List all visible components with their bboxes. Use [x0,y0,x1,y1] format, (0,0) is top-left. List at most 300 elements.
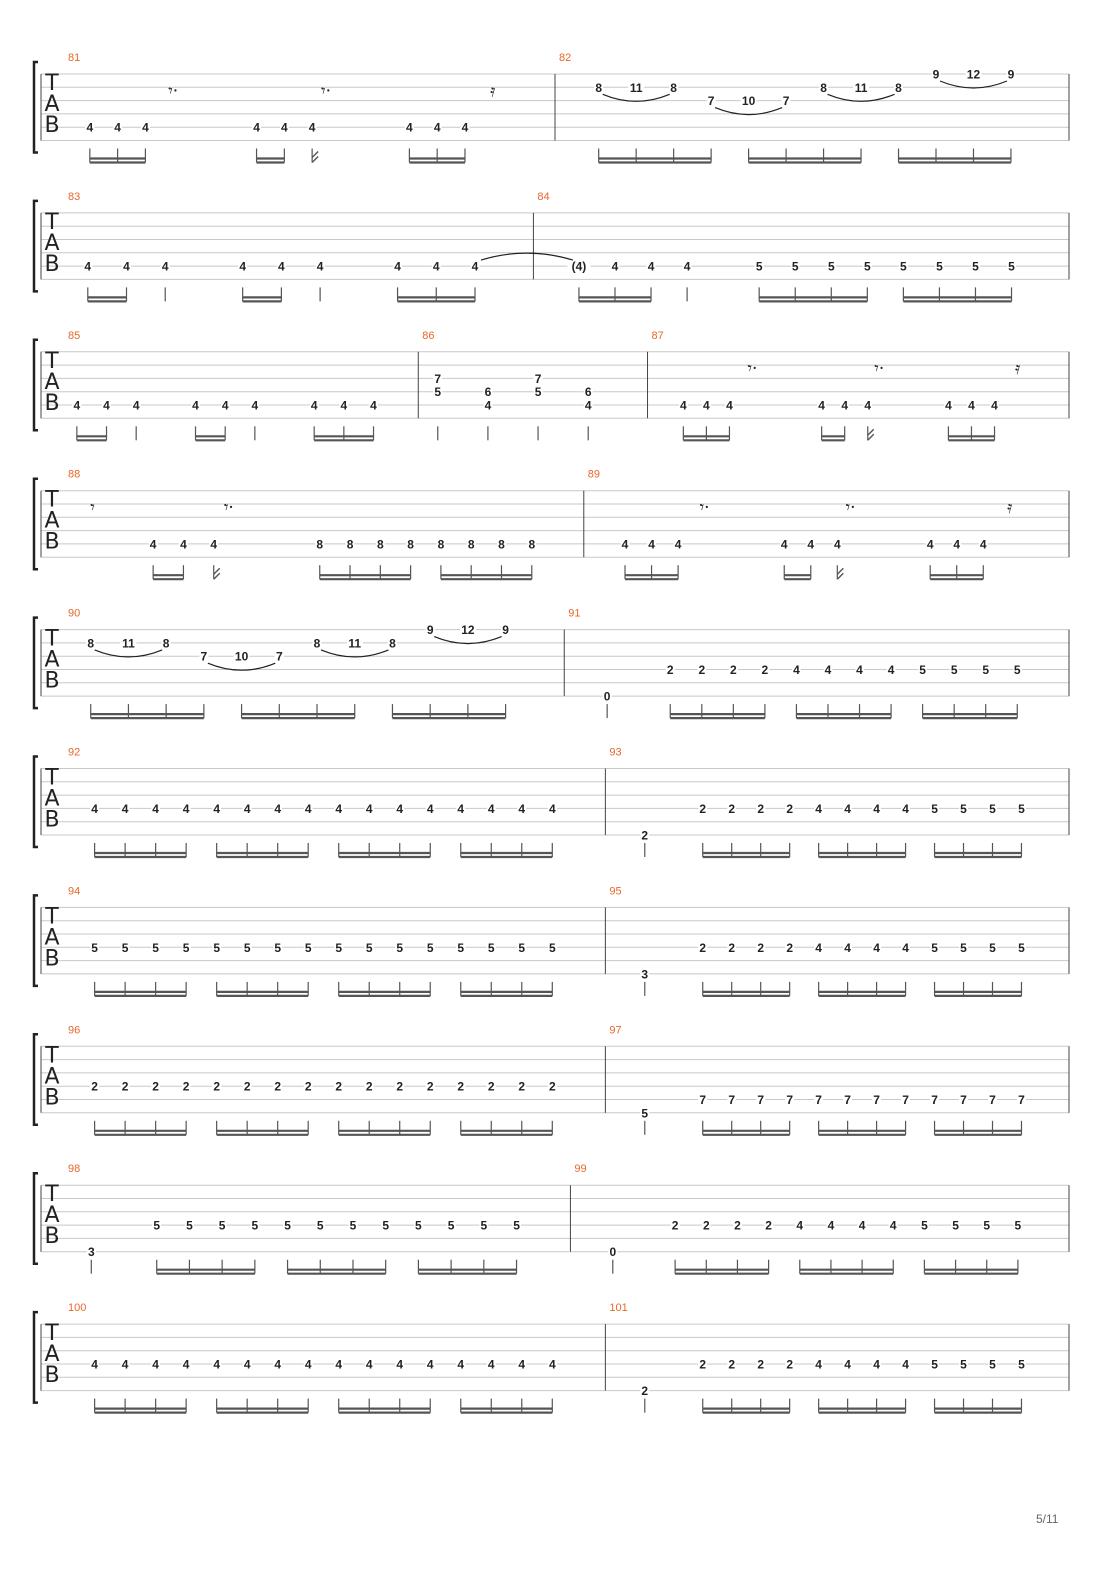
fret-number: 4 [192,398,199,413]
fret-number: 5 [952,1218,959,1233]
fret-number: 2 [396,1079,404,1094]
fret-number: 2 [699,940,707,955]
fret-number: 5 [1013,663,1021,677]
fret-number: 4 [889,1218,897,1233]
fret-number: 5 [982,663,990,677]
fret-number: 4 [902,1357,909,1372]
tab-clef-letter: A [44,1064,60,1090]
measure-number: 88 [68,468,81,481]
fret-number: 5 [284,1218,291,1233]
fret-number: 7 [960,1093,967,1107]
fret-number: 8 [498,537,505,552]
fret-number: 8 [670,80,677,95]
fret-number: 4 [815,801,822,816]
fret-number: 5 [863,259,871,274]
fret-number: 5 [513,1218,520,1233]
fret-number: 5 [274,940,282,955]
fret-number: 9 [932,67,940,82]
fret-number: 4 [793,663,800,677]
fret-number: 4 [680,398,687,413]
measure [68,330,418,441]
fret-number: 4 [818,398,825,413]
fret-number: 4 [310,398,318,413]
fret-number: 5 [921,1218,928,1233]
fret-number: 4 [858,1218,866,1233]
fret-number: 4 [213,1357,221,1372]
fret-number: 4 [833,537,841,552]
fret-number: 8 [389,636,396,651]
system [34,885,1069,996]
measure-number: 86 [422,329,435,342]
rest: 𝄾· [223,498,234,518]
fret-number: 5 [1014,1218,1022,1233]
fret-number: 4 [426,801,434,816]
fret-number: 2 [757,1357,765,1372]
measure [68,1163,570,1274]
fret-number: 4 [394,259,401,274]
system-bracket [34,757,38,848]
rest: 𝄿 [1007,498,1013,518]
measure-number: 92 [68,746,81,759]
tab-clef-letter: A [44,508,60,534]
system [34,1163,1069,1274]
fret-number: 2 [274,1079,282,1094]
fret-number: 2 [243,1079,251,1094]
fret-number: 7 [1018,1093,1025,1107]
fret-number: 4 [584,398,592,413]
fret-number: 5 [641,1106,649,1121]
measure [68,52,555,163]
fret-number: 2 [728,1357,736,1372]
tab-clef-letter: A [44,1342,60,1368]
tab-clef-letter: B [44,668,60,694]
measure-number: 91 [568,607,581,620]
fret-number: 4 [979,537,987,552]
fret-number: 8 [162,636,170,651]
measure [609,1302,1069,1413]
fret-number: 2 [757,940,765,955]
fret-number: 4 [308,120,316,135]
fret-number: 2 [548,1079,556,1094]
fret-number: 5 [251,1218,259,1233]
fret-number: 4 [73,398,81,413]
fret-number: 4 [114,120,121,135]
fret-number: 4 [953,537,961,552]
fret-number: 4 [484,398,492,413]
fret-number: 7 [534,371,542,386]
fret-number: 4 [274,801,282,816]
fret-number: 5 [396,940,404,955]
tie [481,253,573,260]
rest: 𝄾· [874,359,885,380]
fret-number: 7 [873,1093,880,1107]
fret-number: 0 [603,689,611,704]
measure [588,469,1069,580]
tab-clef-letter: A [44,925,60,951]
fret-number: 2 [426,1079,434,1094]
fret-number: 2 [728,940,736,955]
measure [68,469,584,580]
measure-number: 90 [68,607,81,620]
fret-number: 10 [741,94,756,109]
measure [68,608,564,719]
tab-clef-letter: A [44,647,60,673]
fret-number: 8 [313,636,321,651]
measure-number: 89 [587,468,601,481]
fret-number: 5 [1018,1357,1025,1372]
tab-clef-letter: B [44,529,60,555]
fret-number: 4 [968,398,975,413]
tab-clef-letter: B [44,946,60,972]
rest: 𝄾 [90,498,95,518]
fret-number: 4 [152,1357,159,1372]
fret-number: 0 [609,1245,617,1260]
fret-number: 4 [548,1357,556,1372]
fret-number: 5 [518,940,526,955]
fret-number: 4 [91,801,98,816]
fret-number: 7 [200,649,208,664]
fret-number: 2 [121,1079,129,1094]
fret-number: 4 [873,1357,880,1372]
fret-number: 4 [365,801,373,816]
fret-number: 4 [824,663,832,677]
fret-number: 5 [534,385,542,400]
fret-number: 4 [335,801,343,816]
fret-number: 4 [683,259,691,274]
rest: 𝄿 [490,81,496,102]
fret-number: 4 [304,801,312,816]
fret-number: 7 [699,1093,707,1107]
fret-number: 4 [123,259,130,274]
system-bracket [34,1173,38,1264]
measure-number: 81 [68,52,81,64]
fret-number: 4 [471,259,479,274]
fret-number: 11 [629,80,643,95]
fret-number: 6 [484,385,492,400]
fret-number: 5 [972,259,979,274]
fret-number: 7 [275,649,283,664]
fret-number: 5 [365,940,373,955]
fret-number: 4 [426,1357,434,1372]
measure-number: 99 [574,1163,587,1176]
fret-number: 4 [815,1357,822,1372]
fret-number: 2 [728,801,736,816]
tab-clef-letter: B [44,113,60,138]
fret-number: 4 [548,801,556,816]
fret-number: 5 [218,1218,226,1233]
fret-number: 4 [856,663,863,677]
system-bracket [34,479,38,570]
measure [68,191,533,302]
fret-number: 5 [1018,940,1025,955]
fret-number: 4 [518,801,526,816]
measure [68,885,605,996]
fret-number: 4 [161,259,169,274]
system-bracket [34,1034,38,1125]
fret-number: 4 [132,398,140,413]
fret-number: 8 [87,636,95,651]
fret-number: 5 [243,940,251,955]
fret-number: 4 [902,940,909,955]
system-bracket [34,1312,38,1403]
fret-number: 6 [584,385,592,400]
rest: 𝄾· [699,498,710,518]
fret-number: 2 [702,1218,710,1233]
fret-number: 7 [757,1093,765,1107]
fret-number: 5 [1018,801,1025,816]
measure-number: 96 [68,1024,81,1037]
measure [609,1024,1069,1135]
fret-number: 4 [91,1357,98,1372]
fret-number: 2 [757,801,765,816]
fret-number: 2 [641,1384,649,1399]
fret-number: 7 [989,1093,996,1107]
measure-number: 85 [68,329,81,342]
tab-clef-letter: A [44,230,60,256]
fret-number: 5 [983,1218,991,1233]
fret-number: 4 [457,801,465,816]
fret-number: 5 [931,801,938,816]
fret-number: 4 [213,801,221,816]
fret-number: 4 [253,120,260,135]
tab-clef-letter: T [45,626,59,652]
measure-number: 95 [609,885,622,898]
fret-number: 5 [182,940,190,955]
fret-number: 4 [316,259,324,274]
fret-number: 7 [931,1093,938,1107]
tab-clef-letter: T [45,348,59,374]
fret-number: 7 [782,94,790,109]
fret-number: 5 [960,1357,967,1372]
flag [312,152,318,163]
fret-number: 5 [121,940,129,955]
rest: 𝄾· [168,81,179,102]
fret-number: 5 [791,259,799,274]
fret-number: 9 [426,623,434,638]
page-number: 5/11 [1036,1512,1059,1526]
fret-number: 5 [755,259,763,274]
fret-number: 4 [674,537,682,552]
measure [568,608,1069,719]
fret-number: 4 [864,398,872,413]
fret-number: 8 [820,80,827,95]
tab-clef-letter: T [45,1182,59,1208]
fret-number: 4 [487,1357,495,1372]
fret-number: 12 [966,67,981,82]
fret-number: 7 [728,1093,736,1107]
fret-number: 4 [121,1357,129,1372]
fret-number: 4 [926,537,934,552]
tab-clef-letter: B [44,251,60,277]
fret-number: 8 [376,537,384,552]
tab-clef-letter: B [44,390,60,416]
fret-number: 5 [989,1357,996,1372]
fret-number: 2 [457,1079,465,1094]
flag [214,568,220,579]
fret-number: 5 [152,940,159,955]
fret-number: 4 [406,120,413,135]
fret-number: 2 [335,1079,343,1094]
fret-number: 4 [84,259,92,274]
fret-number: 8 [467,537,475,552]
fret-number: 4 [647,259,655,274]
measure-number: 84 [537,190,550,203]
fret-number: 4 [149,537,157,552]
fret-number: 5 [415,1218,422,1233]
fret-number: 7 [434,371,442,386]
fret-number: 3 [641,967,649,982]
fret-number: 2 [213,1079,221,1094]
fret-number: 5 [457,940,465,955]
rest: 𝄿 [1014,359,1021,380]
fret-number: 5 [91,940,98,955]
fret-number: 4 [432,259,440,274]
measure [68,1024,605,1135]
fret-number: 4 [844,801,851,816]
fret-number: 4 [210,537,218,552]
fret-number: 2 [699,801,707,816]
fret-number: 5 [931,1357,938,1372]
fret-number: 4 [807,537,815,552]
fret-number: 4 [873,940,880,955]
fret-number: 4 [902,801,909,816]
fret-number: 8 [595,80,603,95]
fret-number: 2 [641,828,649,843]
fret-number: 4 [335,1357,343,1372]
fret-number: 4 [281,120,288,135]
fret-number: 4 [621,537,629,552]
tab-clef-letter: B [44,807,60,833]
fret-number: 5 [548,940,556,955]
fret-number: 2 [671,1218,679,1233]
fret-number: 11 [854,80,868,95]
system [34,747,1069,858]
fret-number: 2 [786,940,794,955]
fret-number: 2 [304,1079,312,1094]
fret-number: 9 [1007,67,1015,82]
fret-number: 2 [365,1079,373,1094]
measure-number: 87 [651,329,664,342]
fret-number: 4 [796,1218,804,1233]
fret-number: 7 [844,1093,851,1107]
fret-number: 4 [221,398,229,413]
measure-number: 100 [68,1302,87,1315]
fret-number: 5 [1008,259,1015,274]
measure [574,1163,1069,1274]
fret-number: 2 [786,801,794,816]
fret-number: 4 [86,120,94,135]
measure [68,747,605,858]
system [34,1024,1069,1135]
fret-number: 4 [152,801,159,816]
flag [868,429,874,440]
fret-number: 8 [316,537,324,552]
fret-number: 4 [239,259,247,274]
fret-number: 2 [734,1218,741,1233]
fret-number: 4 [726,398,733,413]
fret-number: 4 [278,259,285,274]
fret-number: 11 [122,636,135,651]
fret-number: 4 [844,1357,851,1372]
fret-number: 4 [648,537,655,552]
tab-clef-letter: T [45,487,59,513]
fret-number: 5 [382,1218,390,1233]
fret-number: 2 [182,1079,190,1094]
fret-number: 5 [989,801,996,816]
measure [68,1302,605,1413]
system-bracket [34,201,38,292]
fret-number: 4 [611,259,619,274]
fret-number: 2 [765,1218,772,1233]
system-bracket [34,895,38,986]
fret-number: 5 [349,1218,357,1233]
fret-number: 4 [433,120,441,135]
fret-number: 4 [457,1357,465,1372]
fret-number: 7 [902,1093,909,1107]
fret-number: 2 [729,663,737,677]
measure-number: 101 [609,1302,628,1315]
measure-number: 93 [609,746,622,759]
fret-number: 10 [234,649,249,664]
tab-clef-letter: T [45,71,59,96]
fret-number: 9 [502,623,509,638]
tab-clef-letter: T [45,904,59,930]
fret-number: 5 [931,940,938,955]
fret-number: 4 [518,1357,526,1372]
fret-number: 4 [780,537,788,552]
fret-number: 5 [447,1218,455,1233]
measure [652,330,1069,441]
fret-number: 4 [396,1357,404,1372]
fret-number: 11 [348,636,362,651]
fret-number: 4 [142,120,149,135]
fret-number: 5 [434,385,442,400]
fret-number: 5 [919,663,926,677]
fret-number: 2 [699,1357,707,1372]
fret-number: (4) [571,259,587,274]
fret-number: 4 [243,1357,251,1372]
fret-number: 2 [761,663,769,677]
tab-clef-letter: B [44,1363,60,1389]
measure-number: 98 [68,1163,81,1176]
fret-number: 4 [703,398,710,413]
system [34,191,1069,302]
measure [609,885,1069,996]
measure-number: 83 [68,190,81,203]
fret-number: 4 [873,801,880,816]
fret-number: 4 [844,940,851,955]
fret-number: 2 [518,1079,526,1094]
system [34,1302,1069,1413]
fret-number: 4 [243,801,251,816]
system [34,330,1069,441]
fret-number: 5 [335,940,343,955]
measure-number: 94 [68,885,81,898]
fret-number: 4 [103,398,110,413]
fret-number: 12 [461,623,475,638]
fret-number: 5 [426,940,434,955]
fret-number: 8 [346,537,354,552]
fret-number: 4 [487,801,495,816]
fret-number: 5 [153,1218,161,1233]
fret-number: 5 [827,259,835,274]
measure [537,191,1069,302]
fret-number: 7 [707,94,715,109]
fret-number: 4 [340,398,348,413]
tab-clef-letter: A [44,369,60,395]
fret-number: 4 [182,1357,190,1372]
fret-number: 5 [936,259,943,274]
